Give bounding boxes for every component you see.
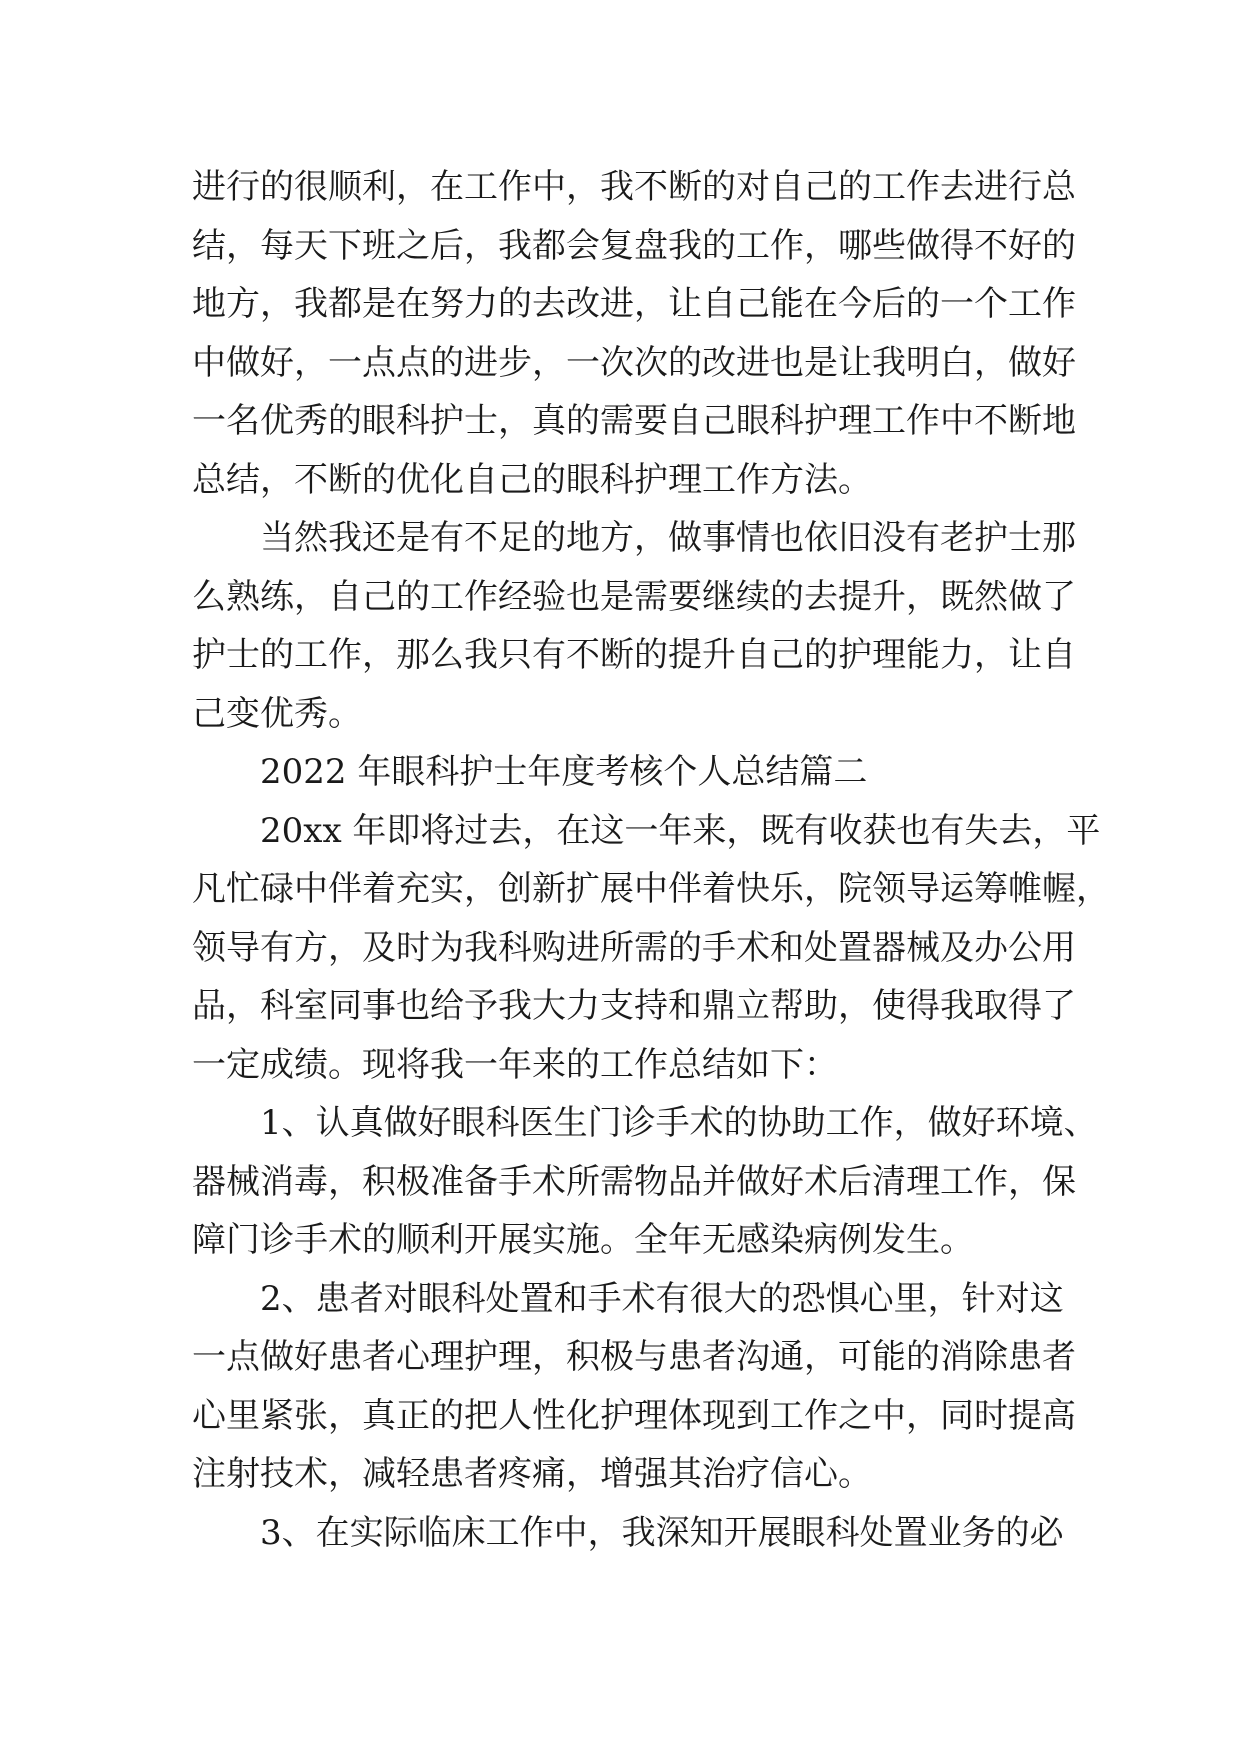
text-line: 结，每天下班之后，我都会复盘我的工作，哪些做得不好的 xyxy=(192,225,1076,266)
text-line: 2、患者对眼科处置和手术有很大的恐惧心里，针对这 xyxy=(260,1278,1064,1319)
text-line: 一名优秀的眼科护士，真的需要自己眼科护理工作中不断地 xyxy=(192,401,1076,441)
text-line: 障门诊手术的顺利开展实施。全年无感染病例发生。 xyxy=(192,1220,974,1260)
text-line: 1、认真做好眼科医生门诊手术的协助工作，做好环境、 xyxy=(260,1103,1098,1143)
text-line: 注射技术，减轻患者疼痛，增强其治疗信心。 xyxy=(192,1454,872,1494)
text-line: 中做好，一点点的进步，一次次的改进也是让我明白，做好 xyxy=(192,342,1076,383)
text-line: 领导有方，及时为我科购进所需的手术和处置器械及办公用 xyxy=(192,927,1076,968)
text-line: 品，科室同事也给予我大力支持和鼎立帮助，使得我取得了 xyxy=(192,986,1076,1026)
document-body xyxy=(192,158,1110,1562)
text-line: 么熟练，自己的工作经验也是需要继续的去提升，既然做了 xyxy=(192,576,1076,617)
text-line: 3、在实际临床工作中，我深知开展眼科处置业务的必 xyxy=(260,1512,1064,1553)
text-line: 一点做好患者心理护理，积极与患者沟通，可能的消除患者 xyxy=(192,1337,1076,1377)
text-line: 2022 年眼科护士年度考核个人总结篇二 xyxy=(260,752,868,792)
text-line: 当然我还是有不足的地方，做事情也依旧没有老护士那 xyxy=(260,518,1076,558)
text-line: 凡忙碌中伴着充实，创新扩展中伴着快乐，院领导运筹帷幄， xyxy=(192,869,1110,909)
text-line: 护士的工作，那么我只有不断的提升自己的护理能力，让自 xyxy=(192,635,1076,675)
text-line: 一定成绩。现将我一年来的工作总结如下： xyxy=(192,1044,838,1085)
text-line: 心里紧张，真正的把人性化护理体现到工作之中，同时提高 xyxy=(192,1395,1076,1436)
text-line: 总结，不断的优化自己的眼科护理工作方法。 xyxy=(192,459,872,500)
text-line: 20xx 年即将过去，在这一年来，既有收获也有失去，平 xyxy=(260,810,1101,851)
text-line: 己变优秀。 xyxy=(192,693,362,734)
text-line: 器械消毒，积极准备手术所需物品并做好术后清理工作，保 xyxy=(192,1161,1076,1202)
text-line: 进行的很顺利，在工作中，我不断的对自己的工作去进行总 xyxy=(192,167,1076,207)
text-line: 地方，我都是在努力的去改进，让自己能在今后的一个工作 xyxy=(192,284,1076,324)
